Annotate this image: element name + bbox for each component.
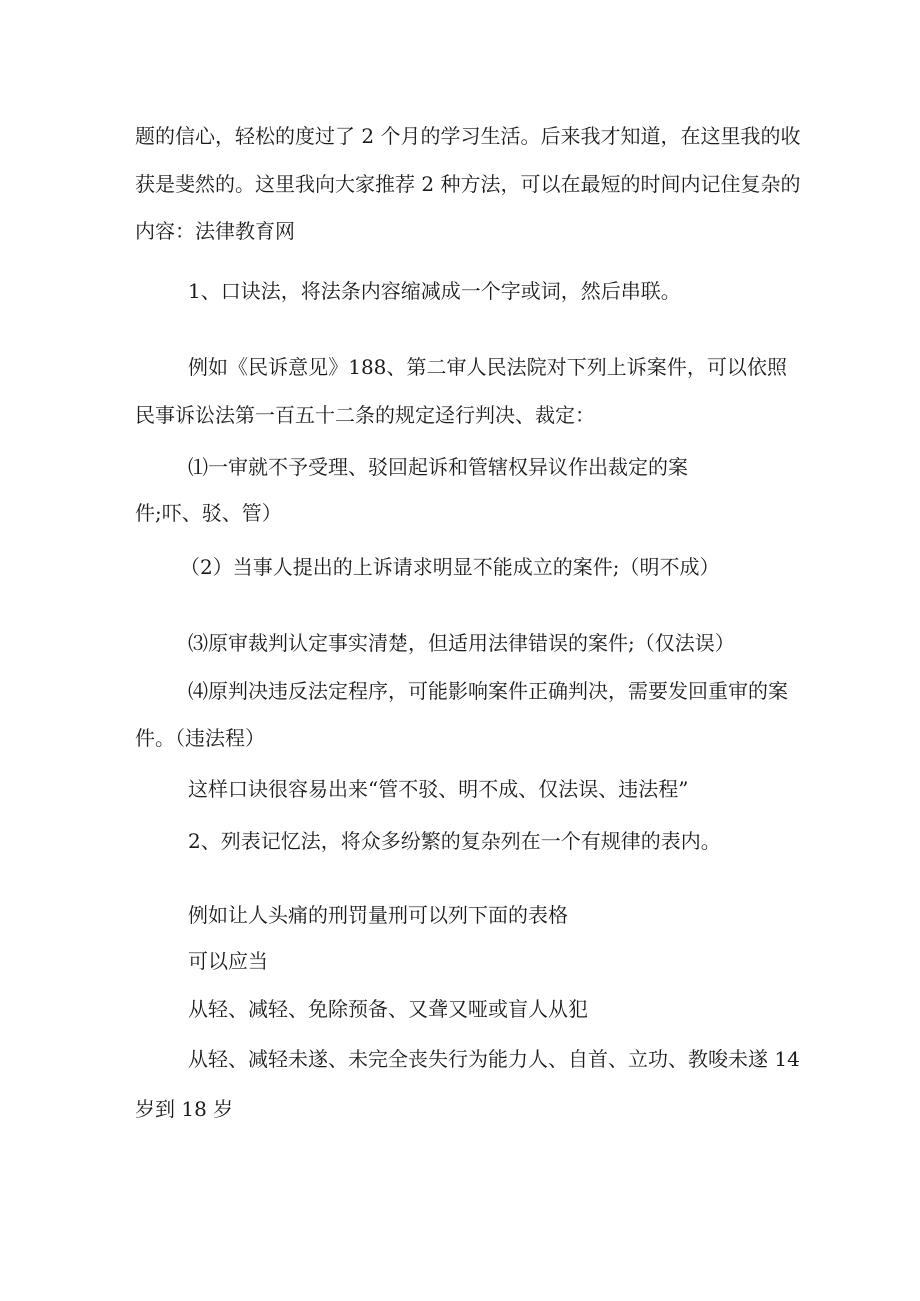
table-row-text: 从轻、减轻未遂、未完全丧失行为能力人、自首、立功、教唆未遂 14 (188, 1047, 800, 1071)
table-row-text: 从轻、减轻、免除预备、又聋又哑或盲人从犯 (188, 997, 588, 1021)
list-item-1-cont: 件;吓、驳、管） (135, 501, 282, 525)
list-item-1: ⑴一审就不予受理、驳回起诉和管辖权异议作出裁定的案 (188, 455, 688, 479)
paragraph-line: 例如《民诉意见》188、第二审人民法院对下列上诉案件，可以依照 (188, 355, 787, 379)
list-item-4: ⑷原判决违反法定程序，可能影响案件正确判决，需要发回重审的案 (188, 679, 788, 703)
paragraph-line: 例如让人头痛的刑罚量刑可以列下面的表格 (188, 903, 568, 927)
paragraph-line: 题的信心，轻松的度过了 2 个月的学习生活。后来我才知道，在这里我的收 (135, 124, 801, 148)
method-heading-2: 2、列表记忆法，将众多纷繁的复杂列在一个有规律的表内。 (188, 829, 721, 853)
table-row-text-cont: 岁到 18 岁 (135, 1097, 234, 1121)
list-item-2: （2）当事人提出的上诉请求明显不能成立的案件;（明不成） (180, 555, 720, 579)
paragraph-line: 民事诉讼法第一百五十二条的规定迳行判决、裁定： (135, 403, 595, 427)
method-heading-1: 1、口诀法，将法条内容缩减成一个字或词，然后串联。 (188, 279, 681, 303)
table-header-text: 可以应当 (188, 949, 268, 973)
paragraph-line: 内容：法律教育网 (135, 219, 295, 243)
paragraph-line: 获是斐然的。这里我向大家推荐 2 种方法，可以在最短的时间内记住复杂的 (135, 172, 801, 196)
mnemonic-summary: 这样口诀很容易出来“管不驳、明不成、仅法误、违法程” (188, 777, 689, 801)
list-item-4-cont: 件。（违法程） (135, 726, 265, 750)
list-item-3: ⑶原审裁判认定事实清楚，但适用法律错误的案件;（仅法误） (188, 631, 735, 655)
